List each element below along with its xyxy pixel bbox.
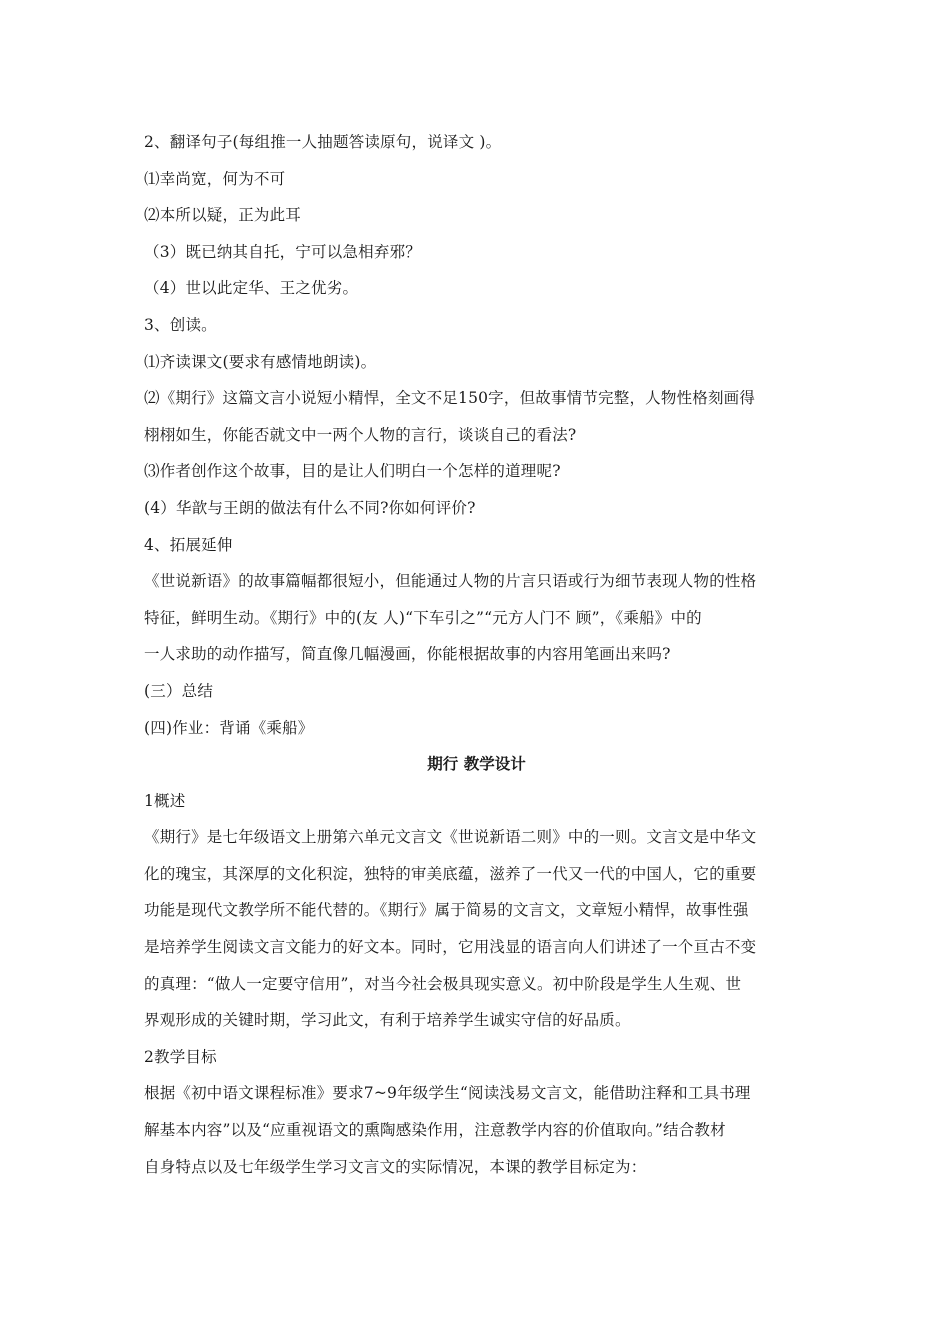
text-line: （3）既已纳其自托，宁可以急相弃邪？ <box>144 242 421 261</box>
text-line: 4、拓展延伸 <box>144 535 233 554</box>
text-line: 特征，鲜明生动。《期行》中的(友 人)“下车引之”“元方人门不 顾”，《乘船》中的 <box>144 608 702 627</box>
text-line: 自身特点以及七年级学生学习文言文的实际情况，本课的教学目标定为： <box>144 1157 647 1176</box>
text-line: ⑵本所以疑，正为此耳 <box>144 206 302 225</box>
text-line: 功能是现代文教学所不能代替的。《期行》属于简易的文言文，文章短小精悍，故事性强 <box>144 901 749 920</box>
text-line: 《期行》是七年级语文上册第六单元文言文《世说新语二则》中的一则。文言文是中华文 <box>144 828 757 847</box>
text-line: ⑶作者创作这个故事，目的是让人们明白一个怎样的道理呢? <box>144 462 561 481</box>
text-line: 《世说新语》的故事篇幅都很短小，但能通过人物的片言只语或行为细节表现人物的性格 <box>144 572 757 591</box>
section-heading: 1概述 <box>144 791 186 810</box>
text-line: 一人求助的动作描写，简直像几幅漫画，你能根据故事的内容用笔画出来吗? <box>144 645 671 664</box>
text-line: 3、创读。 <box>144 315 217 334</box>
section-title: 期行 教学设计 <box>427 755 526 774</box>
text-line: (三）总结 <box>144 681 214 700</box>
text-line: ⑵《期行》这篇文言小说短小精悍，全文不足150字，但故事情节完整，人物性格刻画得 <box>144 389 756 408</box>
text-line: 化的瑰宝，其深厚的文化积淀，独特的审美底蕴，滋养了一代又一代的中国人，它的重要 <box>144 864 757 883</box>
text-line: 2、翻译句子(每组推一人抽题答读原句，说译文 )。 <box>144 133 502 151</box>
text-line: 的真理：“做人一定要守信用”，对当今社会极具现实意义。初中阶段是学生人生观、世 <box>144 974 742 993</box>
document-page <box>144 124 809 1185</box>
text-line: 是培养学生阅读文言文能力的好文本。同时，它用浅显的语言向人们讲述了一个亘古不变 <box>144 938 757 957</box>
text-line: 根据《初中语文课程标准》要求7~9年级学生“阅读浅易文言文，能借助注释和工具书理 <box>144 1084 751 1103</box>
section-heading: 2教学目标 <box>144 1047 217 1066</box>
text-line: (四)作业：背诵《乘船》 <box>144 718 314 737</box>
text-line: 界观形成的关键时期，学习此文，有利于培养学生诚实守信的好品质。 <box>144 1011 631 1030</box>
text-line: 栩栩如生，你能否就文中一两个人物的言行，谈谈自己的看法? <box>144 425 577 444</box>
text-line: ⑴齐读课文(要求有感情地朗读)。 <box>144 352 377 371</box>
text-line: 解基本内容”以及“应重视语文的熏陶感染作用，注意教学内容的价值取向。”结合教材 <box>144 1121 726 1140</box>
text-line: (4）华歆与王朗的做法有什么不同?你如何评价? <box>144 498 476 517</box>
text-line: （4）世以此定华、王之优劣。 <box>144 279 359 298</box>
text-line: ⑴幸尚宽，何为不可 <box>144 169 286 188</box>
